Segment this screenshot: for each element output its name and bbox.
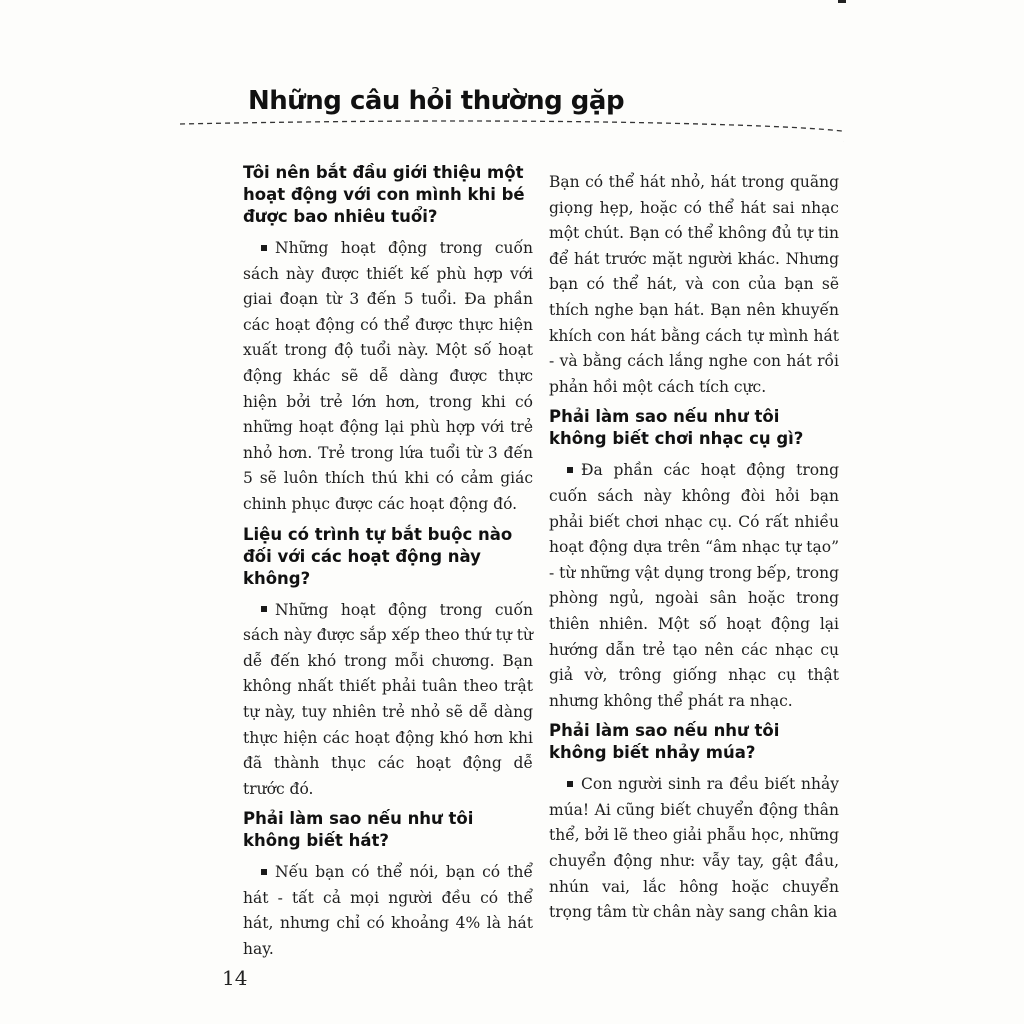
page-title: Những câu hỏi thường gặp (248, 86, 625, 116)
question-start-age: Tôi nên bắt đầu giới thiệu một hoạt động với con mình khi bé được bao nhiêu tuổi? (243, 163, 525, 226)
title-dashed-rule (180, 116, 844, 146)
corner-mark (838, 0, 846, 3)
question-cannot-dance: Phải làm sao nếu như tôi không biết nhảy múa? (549, 721, 780, 763)
question-order: Liệu có trình tự bắt buộc nào đối với các hoạt động này không? (243, 524, 513, 588)
answer-order: Những hoạt động trong cuốn sách này được sắp xếp theo thứ tự từ dễ đến khó trong mỗi chương. Bạn không nhất thiết phải tuân theo trật tự này, tuy nhiên trẻ nhỏ sẽ dễ dàng thực hiện các hoạt động khó hơn khi đã thành thục các hoạt động dễ trước đó. (243, 600, 533, 798)
left-column (243, 162, 533, 969)
answer-cannot-sing-continued: Bạn có thể hát nhỏ, hát trong quãng giọng hẹp, hoặc có thể hát sai nhạc một chút. Bạn có thể không đủ tự tin để hát trước mặt người khác. Nhưng bạn có thể hát, và con của bạn sẽ thích nghe bạn hát. Bạn nên khuyến khích con hát bằng cách tự mình hát - và bằng cách lắng nghe con hát rồi phản hồi một cách tích cực. (549, 173, 839, 396)
answer-start-age: Những hoạt động trong cuốn sách này được thiết kế phù hợp với giai đoạn từ 3 đến 5 tuổi. Đa phần các hoạt động có thể được thực hiện xuất trong độ tuổi này. Một số hoạt động khác sẽ dễ dàng được thực hiện bởi trẻ lớn hơn, trong khi có những hoạt động lại phù hợp với trẻ nhỏ hơn. Trẻ trong lứa tuổi từ 3 đến 5 sẽ luôn thích thú khi có cảm giác chinh phục được các hoạt động đó. (243, 239, 533, 513)
bullet-icon (261, 869, 267, 875)
bullet-icon (261, 606, 267, 612)
question-no-instrument: Phải làm sao nếu như tôi không biết chơi nhạc cụ gì? (549, 407, 804, 449)
answer-cannot-dance: Con người sinh ra đều biết nhảy múa! Ai cũng biết chuyển động thân thể, bởi lẽ theo giải phẫu học, những chuyển động như: vẫy tay, gật đầu, nhún vai, lắc hông hoặc chuyển trọng tâm từ chân này sang chân kia (549, 775, 839, 922)
bullet-icon (567, 781, 573, 787)
bullet-icon (567, 467, 573, 473)
question-cannot-sing: Phải làm sao nếu như tôi không biết hát? (243, 809, 474, 851)
right-column (549, 170, 839, 932)
page-number: 14 (222, 966, 248, 990)
bullet-icon (261, 245, 267, 251)
answer-no-instrument: Đa phần các hoạt động trong cuốn sách này không đòi hỏi bạn phải biết chơi nhạc cụ. Có rất nhiều hoạt động dựa trên “âm nhạc tự tạo” - từ những vật dụng trong bếp, trong phòng ngủ, ngoài sân hoặc trong thiên nhiên. Một số hoạt động lại hướng dẫn trẻ tạo nên các nhạc cụ giả vờ, trông giống nhạc cụ thật nhưng không thể phát ra nhạc. (549, 461, 839, 710)
answer-cannot-sing: Nếu bạn có thể nói, bạn có thể hát - tất cả mọi người đều có thể hát, nhưng chỉ có khoảng 4% là hát hay. (243, 863, 533, 959)
